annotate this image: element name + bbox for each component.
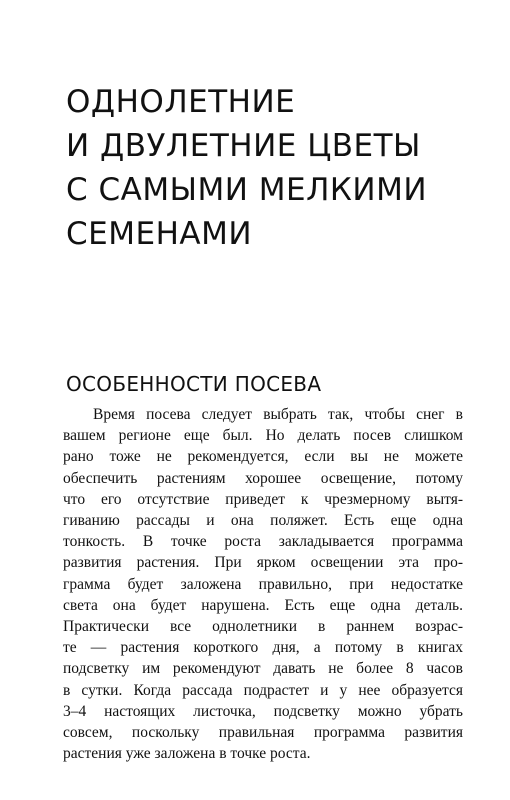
paragraph-line: вашем регионе еще был. Но делать посев слишком (63, 427, 463, 445)
paragraph-line: Время посева следует выбрать так, чтобы снег в (93, 406, 463, 423)
paragraph-line: Практически все однолетники в раннем возрас- (63, 618, 463, 636)
paragraph-line: тонкость. В точке роста закладывается программа (63, 533, 463, 551)
chapter-title-line: С САМЫМИ МЕЛКИМИ (66, 172, 428, 208)
paragraph-line: что его отсутствие приведет к чрезмерному вытя- (63, 490, 463, 508)
chapter-title (66, 80, 496, 256)
paragraph-line: подсветку им рекомендуют давать не более 8 часов (63, 660, 463, 678)
paragraph-line: в сутки. Когда рассада подрастет и у нее образуется (63, 681, 463, 699)
paragraph-line: растения уже заложена в точке роста. (63, 745, 311, 763)
paragraph-line: обеспечить растениям хорошее освещение, потому (63, 469, 463, 487)
paragraph-line: развития растения. При ярком освещении эта про- (63, 554, 463, 572)
paragraph-line: совсем, поскольку правильная программа развития (63, 724, 463, 742)
section-title: ОСОБЕННОСТИ ПОСЕВА (66, 372, 322, 396)
paragraph-line: 3–4 настоящих листочка, подсветку можно убрать (63, 702, 463, 720)
paragraph-line: гиванию рассады и она поляжет. Есть еще одна (63, 512, 463, 530)
paragraph-line: те — растения короткого дня, а потому в книгах (63, 639, 463, 657)
chapter-title-line: И ДВУЛЕТНИЕ ЦВЕТЫ (66, 128, 421, 164)
chapter-title-line: ОДНОЛЕТНИЕ (66, 84, 296, 120)
paragraph-line: света она будет нарушена. Есть еще одна деталь. (63, 596, 463, 614)
body-paragraph (63, 404, 463, 764)
paragraph-line: рано тоже не рекомендуется, если вы не можете (63, 448, 463, 466)
chapter-title-line: СЕМЕНАМИ (66, 216, 253, 252)
paragraph-line: грамма будет заложена правильно, при недостатке (63, 575, 463, 593)
